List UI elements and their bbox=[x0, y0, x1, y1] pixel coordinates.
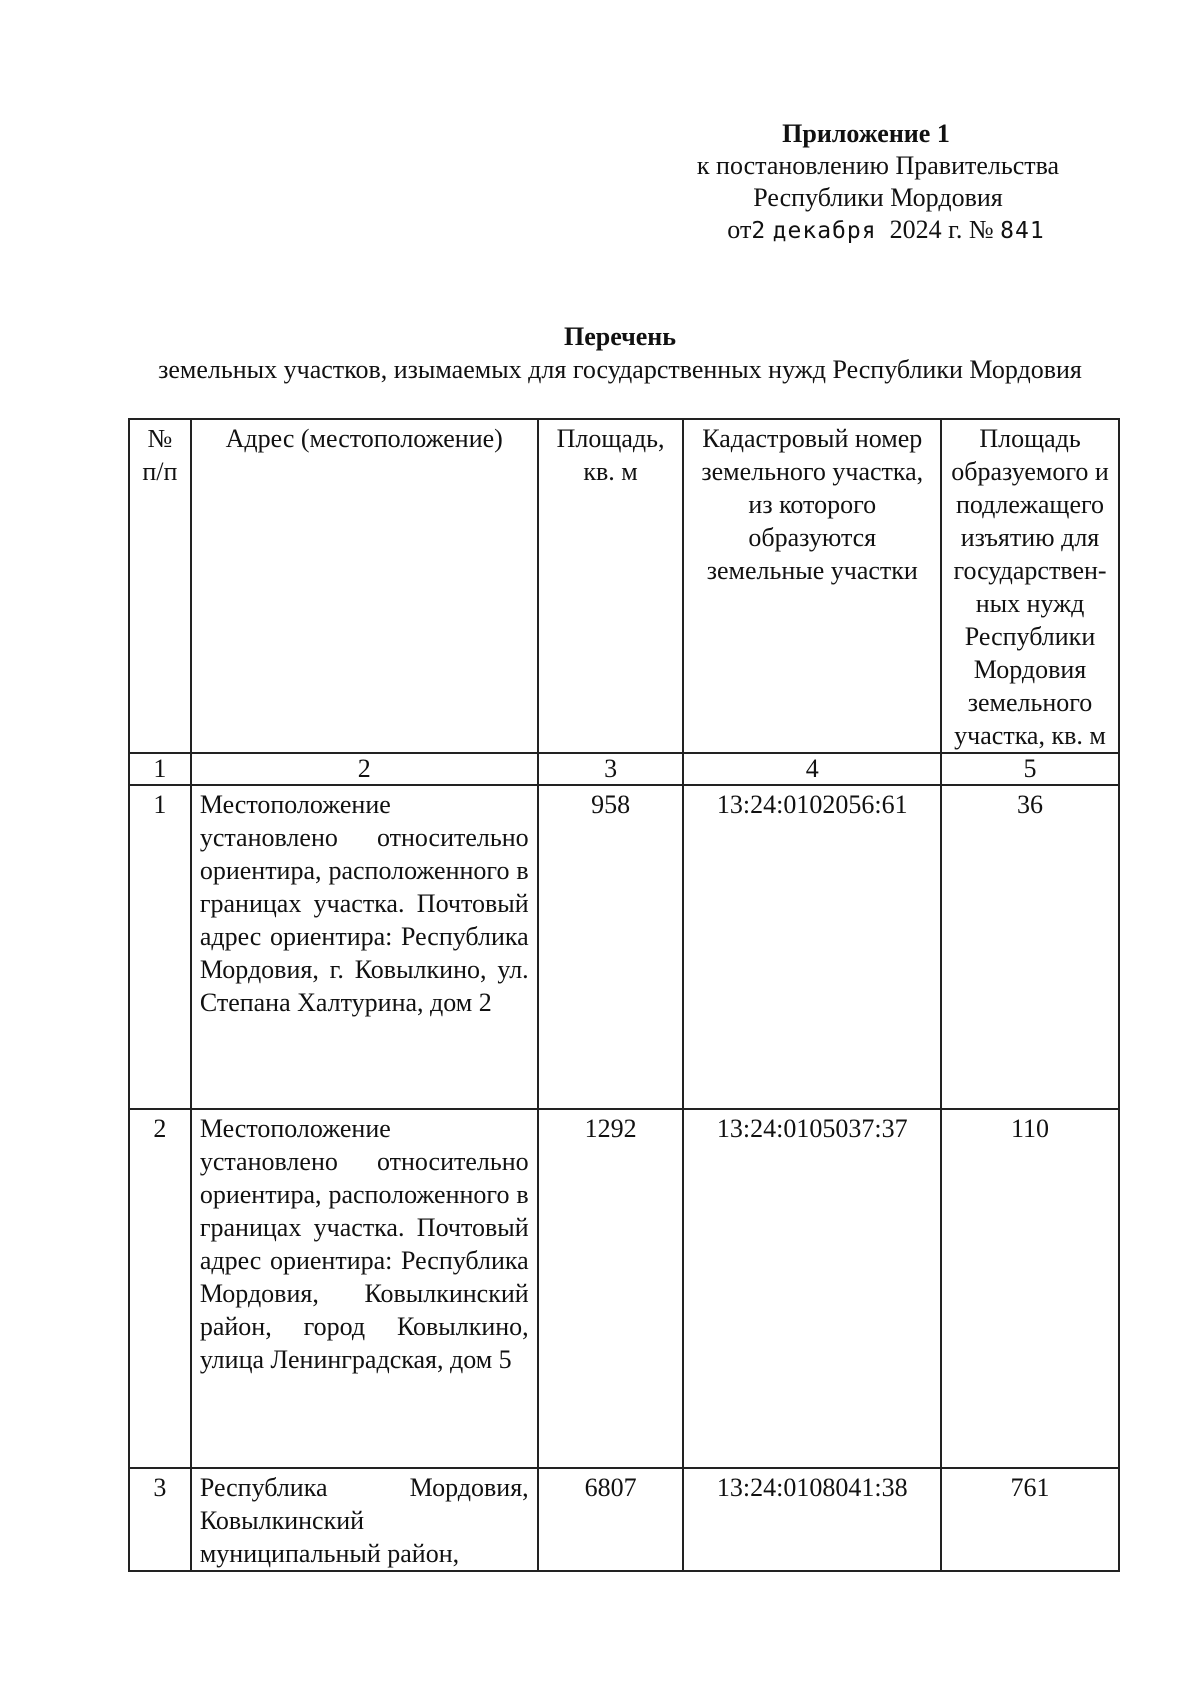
appendix-date-line bbox=[676, 214, 1096, 247]
row-num: 3 bbox=[129, 1468, 191, 1571]
column-number: 5 bbox=[941, 753, 1119, 785]
row-address: Местоположение установлено относительно ориентира, расположенного в границах участка. Почтовый адрес ориентира: Республика Мордовия, г. Ковылкино, ул. Степана Халтурина, дом 2 bbox=[191, 785, 538, 1109]
appendix-line-resolution: к постановлению Правительства bbox=[696, 151, 1060, 180]
row-area: 1292 bbox=[538, 1109, 684, 1468]
header-seized-area: Площадь образуемого и подлежащего изъятию для государствен-ных нужд Республики Мордовия земельного участка, кв. м bbox=[941, 419, 1119, 753]
row-cadastral: 13:24:0108041:38 bbox=[683, 1468, 941, 1571]
date-month: декабря bbox=[772, 218, 877, 244]
header-num: № п/п bbox=[129, 419, 191, 753]
date-year: 2024 г. № bbox=[889, 215, 994, 244]
table-header-row bbox=[129, 419, 1119, 753]
appendix-title: Приложение 1 bbox=[782, 119, 950, 148]
date-prefix: от bbox=[727, 215, 752, 244]
row-seized-area: 36 bbox=[941, 785, 1119, 1109]
row-area: 6807 bbox=[538, 1468, 684, 1571]
appendix-block bbox=[668, 118, 1088, 247]
header-address: Адрес (местоположение) bbox=[191, 419, 538, 753]
row-seized-area: 761 bbox=[941, 1468, 1119, 1571]
header-cadastral: Кадастровый номер земельного участка, из которого образуются земельные участки bbox=[683, 419, 941, 753]
row-num: 2 bbox=[129, 1109, 191, 1468]
table-row bbox=[129, 1109, 1119, 1468]
table-row bbox=[129, 1468, 1119, 1571]
column-number: 2 bbox=[191, 753, 538, 785]
column-number: 3 bbox=[538, 753, 684, 785]
row-cadastral: 13:24:0102056:61 bbox=[683, 785, 941, 1109]
header-area: Площадь, кв. м bbox=[538, 419, 684, 753]
row-cadastral: 13:24:0105037:37 bbox=[683, 1109, 941, 1468]
column-number: 4 bbox=[683, 753, 941, 785]
document-subtitle: земельных участков, изымаемых для государственных нужд Республики Мордовия bbox=[158, 355, 1082, 384]
table-row bbox=[129, 785, 1119, 1109]
row-num: 1 bbox=[129, 785, 191, 1109]
appendix-line-government: Республики Мордовия bbox=[753, 183, 1003, 212]
document-heading bbox=[0, 320, 1200, 386]
document-title: Перечень bbox=[563, 322, 677, 351]
resolution-number: 841 bbox=[1000, 218, 1045, 244]
row-area: 958 bbox=[538, 785, 684, 1109]
row-address: Республика Мордовия, Ковылкинский муниципальный район, bbox=[191, 1468, 538, 1571]
date-day: 2 bbox=[751, 218, 767, 244]
column-number-row bbox=[129, 753, 1119, 785]
row-seized-area: 110 bbox=[941, 1109, 1119, 1468]
land-plots-table bbox=[128, 418, 1120, 1572]
column-number: 1 bbox=[129, 753, 191, 785]
row-address: Местоположение установлено относительно ориентира, расположенного в границах участка. Почтовый адрес ориентира: Республика Мордовия, Ковылкинский район, город Ковылкино, улица Ленинградская, дом 5 bbox=[191, 1109, 538, 1468]
